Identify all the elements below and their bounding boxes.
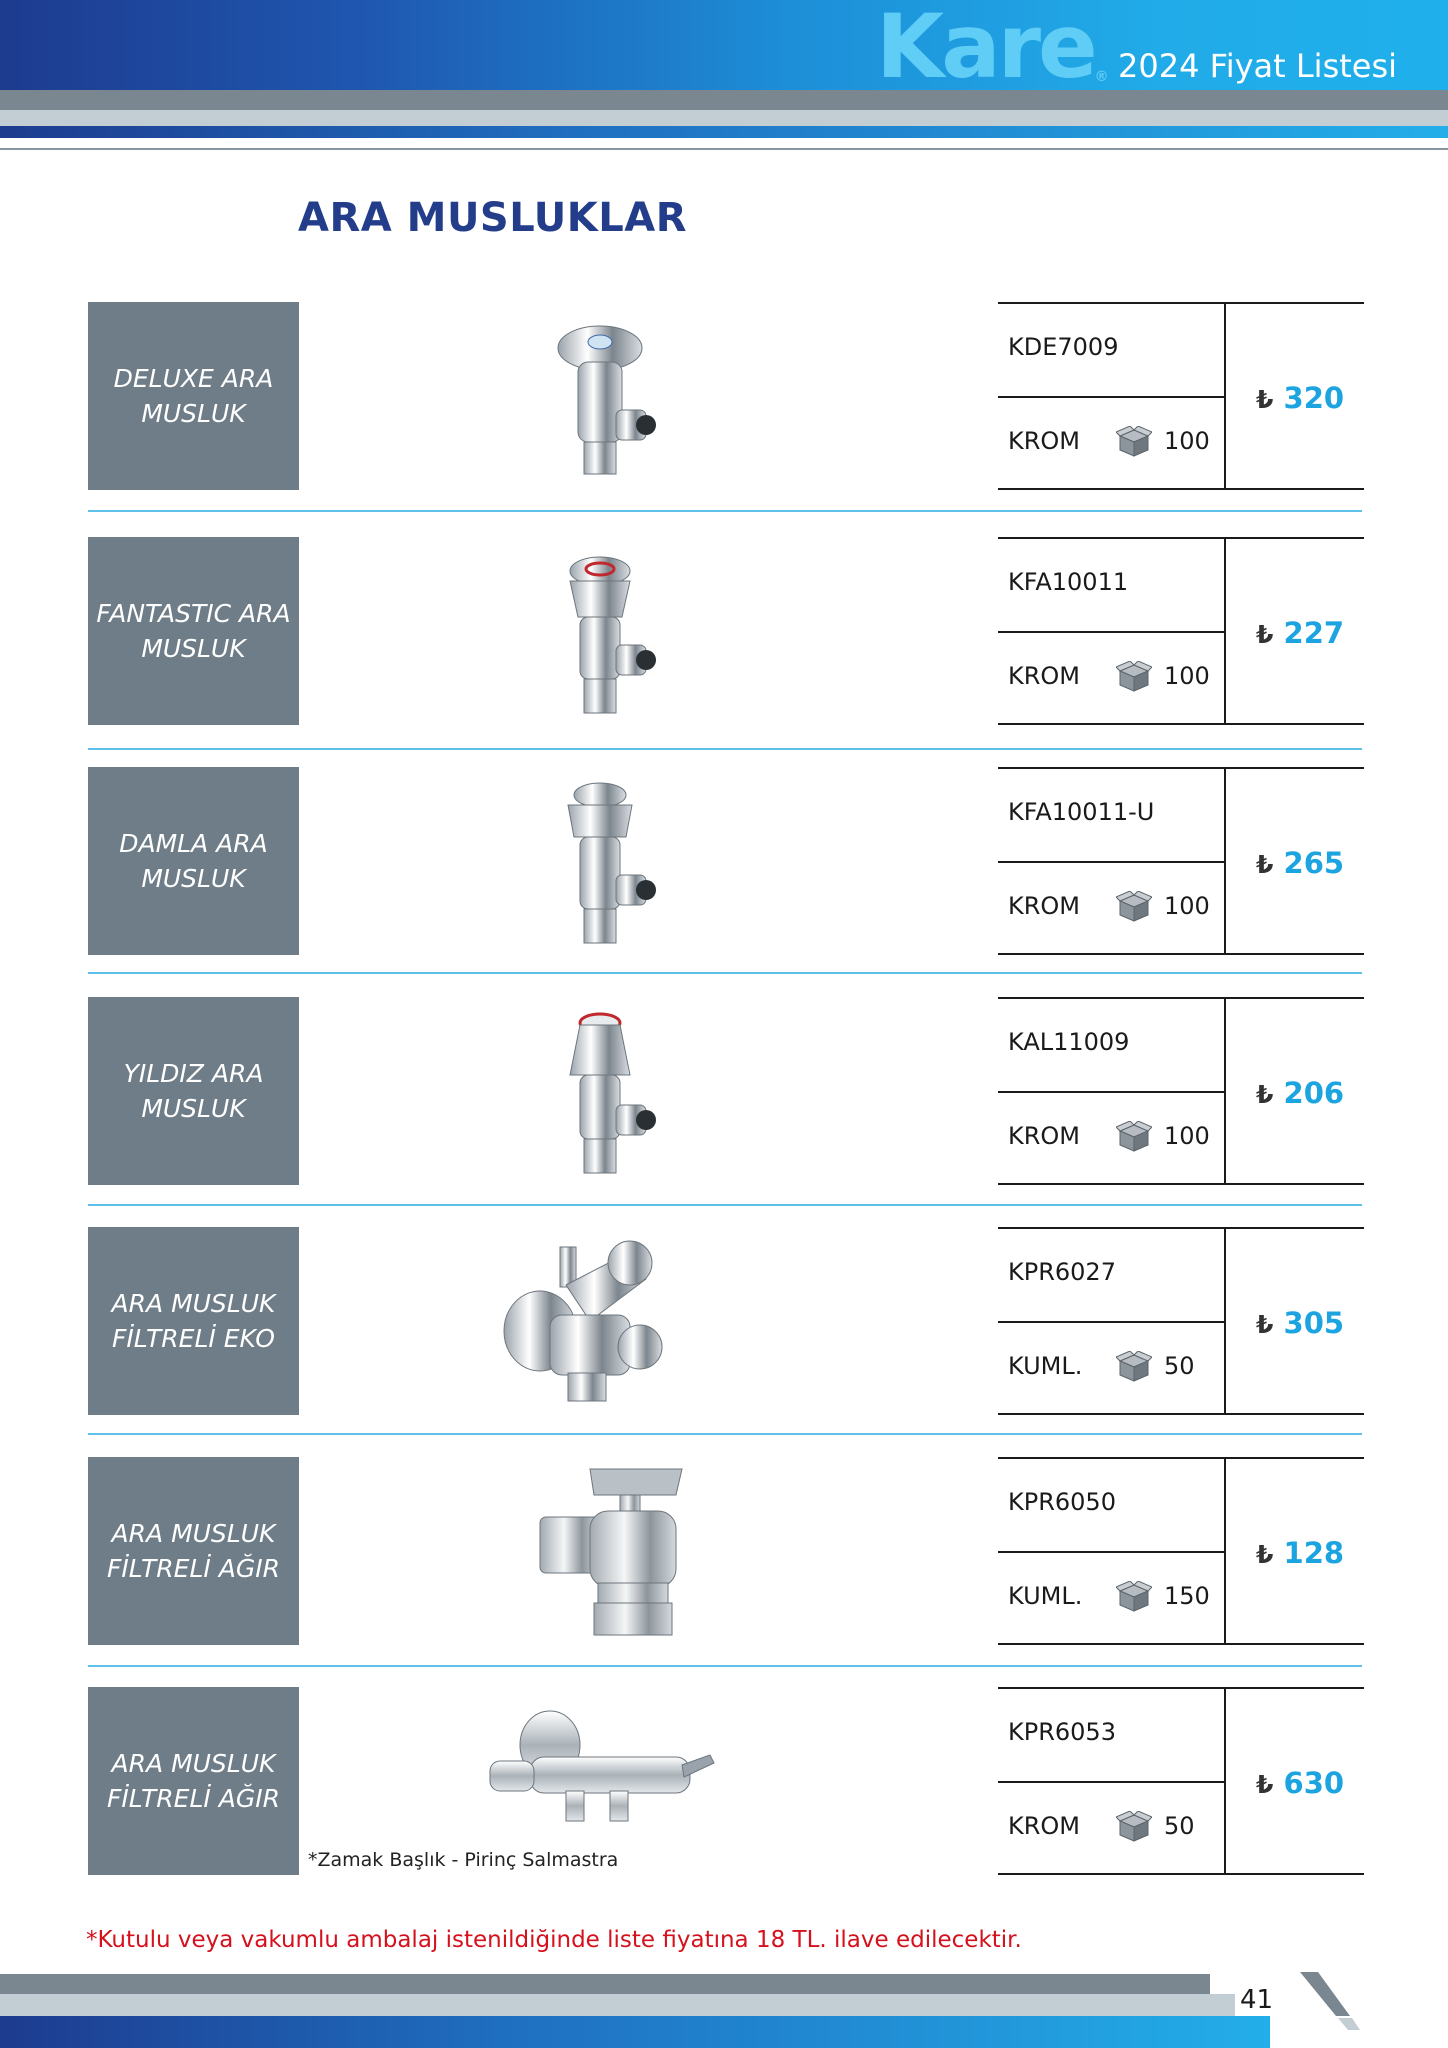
spec-divider-horizontal bbox=[998, 1781, 1224, 1783]
spec-divider-horizontal bbox=[998, 1091, 1224, 1093]
product-code: KFA10011-U bbox=[1008, 798, 1155, 826]
box-icon bbox=[1116, 1581, 1152, 1613]
product-code: KPR6027 bbox=[1008, 1258, 1116, 1286]
footer-slash-decoration bbox=[1300, 1972, 1360, 2048]
header-subtitle: 2024 Fiyat Listesi bbox=[1118, 47, 1398, 85]
row-separator bbox=[88, 510, 1362, 512]
page-title: ARA MUSLUKLAR bbox=[298, 195, 688, 241]
product-spec-table bbox=[998, 1687, 1364, 1875]
product-price bbox=[1256, 615, 1344, 653]
product-name: DAMLA ARA MUSLUK bbox=[119, 829, 268, 893]
page-number: 41 bbox=[1240, 1985, 1274, 2015]
row-separator bbox=[88, 1433, 1362, 1435]
header-divider bbox=[0, 148, 1448, 150]
product-spec-table bbox=[998, 767, 1364, 955]
product-price bbox=[1256, 1765, 1344, 1803]
product-image-angle-valve-chrome-yildiz bbox=[470, 1005, 730, 1177]
spec-divider-horizontal bbox=[998, 631, 1224, 633]
product-code: KDE7009 bbox=[1008, 333, 1119, 361]
product-spec-table bbox=[998, 1457, 1364, 1645]
product-finish: KROM bbox=[1008, 662, 1081, 690]
product-row bbox=[0, 767, 1448, 955]
product-row bbox=[0, 1227, 1448, 1415]
product-name: ARA MUSLUK FİLTRELİ AĞIR bbox=[107, 1519, 280, 1583]
product-name-box bbox=[88, 997, 299, 1185]
currency-symbol: ₺ bbox=[1256, 850, 1274, 879]
product-name-box bbox=[88, 767, 299, 955]
row-separator bbox=[88, 1665, 1362, 1667]
product-image-angle-valve-chrome-damla bbox=[470, 775, 730, 947]
product-name-box bbox=[88, 1457, 299, 1645]
product-code: KFA10011 bbox=[1008, 568, 1129, 596]
currency-symbol: ₺ bbox=[1256, 1540, 1274, 1569]
product-row bbox=[0, 1457, 1448, 1645]
price-value: 227 bbox=[1283, 616, 1345, 650]
product-price bbox=[1256, 1305, 1344, 1343]
product-name: ARA MUSLUK FİLTRELİ AĞIR bbox=[107, 1749, 280, 1813]
product-finish: KROM bbox=[1008, 1122, 1081, 1150]
packaging-footnote: *Kutulu veya vakumlu ambalaj istenildiğinde liste fiyatına 18 TL. ilave edilecektir. bbox=[86, 1927, 1022, 1953]
currency-symbol: ₺ bbox=[1256, 1770, 1274, 1799]
spec-divider-vertical bbox=[1224, 999, 1226, 1183]
price-value: 206 bbox=[1283, 1076, 1345, 1110]
spec-divider-horizontal bbox=[998, 861, 1224, 863]
currency-symbol: ₺ bbox=[1256, 620, 1274, 649]
product-code: KPR6053 bbox=[1008, 1718, 1116, 1746]
footer-light-band bbox=[0, 1994, 1235, 2016]
spec-divider-vertical bbox=[1224, 1689, 1226, 1873]
box-quantity: 150 bbox=[1164, 1582, 1210, 1610]
box-icon bbox=[1116, 1121, 1152, 1153]
price-value: 320 bbox=[1283, 381, 1345, 415]
product-finish: KUML. bbox=[1008, 1352, 1083, 1380]
product-row bbox=[0, 302, 1448, 490]
spec-divider-horizontal bbox=[998, 1321, 1224, 1323]
price-value: 128 bbox=[1283, 1536, 1345, 1570]
product-name: DELUXE ARA MUSLUK bbox=[113, 364, 274, 428]
product-spec-table bbox=[998, 1227, 1364, 1415]
product-price bbox=[1256, 1535, 1344, 1573]
row-separator bbox=[88, 972, 1362, 974]
box-quantity: 50 bbox=[1164, 1352, 1195, 1380]
product-name: FANTASTIC ARA MUSLUK bbox=[96, 599, 291, 663]
product-image-angle-valve-chrome-deluxe bbox=[470, 310, 730, 482]
footer-grey-band bbox=[0, 1974, 1210, 1994]
product-row bbox=[0, 1687, 1448, 1875]
header-blue-band bbox=[0, 126, 1448, 138]
product-price bbox=[1256, 1075, 1344, 1113]
product-image-angle-valve-chrome-red-ring bbox=[470, 545, 730, 717]
box-icon bbox=[1116, 426, 1152, 458]
product-image-ball-angle-valve-heavy bbox=[470, 1465, 730, 1637]
footer-blue-band bbox=[0, 2016, 1270, 2048]
product-name: YILDIZ ARA MUSLUK bbox=[123, 1059, 264, 1123]
spec-divider-vertical bbox=[1224, 539, 1226, 723]
box-icon bbox=[1116, 661, 1152, 693]
price-value: 630 bbox=[1283, 1766, 1345, 1800]
product-name-box bbox=[88, 537, 299, 725]
product-spec-table bbox=[998, 302, 1364, 490]
box-icon bbox=[1116, 1351, 1152, 1383]
spec-divider-vertical bbox=[1224, 1229, 1226, 1413]
row-separator bbox=[88, 748, 1362, 750]
price-value: 265 bbox=[1283, 846, 1345, 880]
box-icon bbox=[1116, 1811, 1152, 1843]
box-icon bbox=[1116, 891, 1152, 923]
product-finish: KUML. bbox=[1008, 1582, 1083, 1610]
product-finish: KROM bbox=[1008, 1812, 1081, 1840]
product-code: KPR6050 bbox=[1008, 1488, 1116, 1516]
product-spec-table bbox=[998, 537, 1364, 725]
product-spec-table bbox=[998, 997, 1364, 1185]
header-grey-band bbox=[0, 90, 1448, 110]
header-light-band bbox=[0, 110, 1448, 126]
product-finish: KROM bbox=[1008, 892, 1081, 920]
currency-symbol: ₺ bbox=[1256, 385, 1274, 414]
product-row bbox=[0, 997, 1448, 1185]
spec-divider-vertical bbox=[1224, 769, 1226, 953]
product-name: ARA MUSLUK FİLTRELİ EKO bbox=[111, 1289, 276, 1353]
box-quantity: 100 bbox=[1164, 662, 1210, 690]
brand-logo: Kare® bbox=[876, 0, 1109, 98]
product-image-twin-outlet-angle-valve bbox=[470, 1695, 730, 1867]
product-code: KAL11009 bbox=[1008, 1028, 1130, 1056]
product-name-box bbox=[88, 1687, 299, 1875]
product-name-box bbox=[88, 1227, 299, 1415]
product-image-double-angle-valve-filter-eco bbox=[470, 1235, 730, 1407]
currency-symbol: ₺ bbox=[1256, 1310, 1274, 1339]
box-quantity: 100 bbox=[1164, 427, 1210, 455]
product-finish: KROM bbox=[1008, 427, 1081, 455]
product-price bbox=[1256, 380, 1344, 418]
registered-mark: ® bbox=[1094, 69, 1109, 85]
product-row bbox=[0, 537, 1448, 725]
currency-symbol: ₺ bbox=[1256, 1080, 1274, 1109]
product-note: *Zamak Başlık - Pirinç Salmastra bbox=[308, 1849, 619, 1871]
product-price bbox=[1256, 845, 1344, 883]
spec-divider-vertical bbox=[1224, 1459, 1226, 1643]
price-value: 305 bbox=[1283, 1306, 1345, 1340]
box-quantity: 50 bbox=[1164, 1812, 1195, 1840]
spec-divider-horizontal bbox=[998, 1551, 1224, 1553]
product-name-box bbox=[88, 302, 299, 490]
spec-divider-horizontal bbox=[998, 396, 1224, 398]
box-quantity: 100 bbox=[1164, 892, 1210, 920]
spec-divider-vertical bbox=[1224, 304, 1226, 488]
box-quantity: 100 bbox=[1164, 1122, 1210, 1150]
row-separator bbox=[88, 1204, 1362, 1206]
